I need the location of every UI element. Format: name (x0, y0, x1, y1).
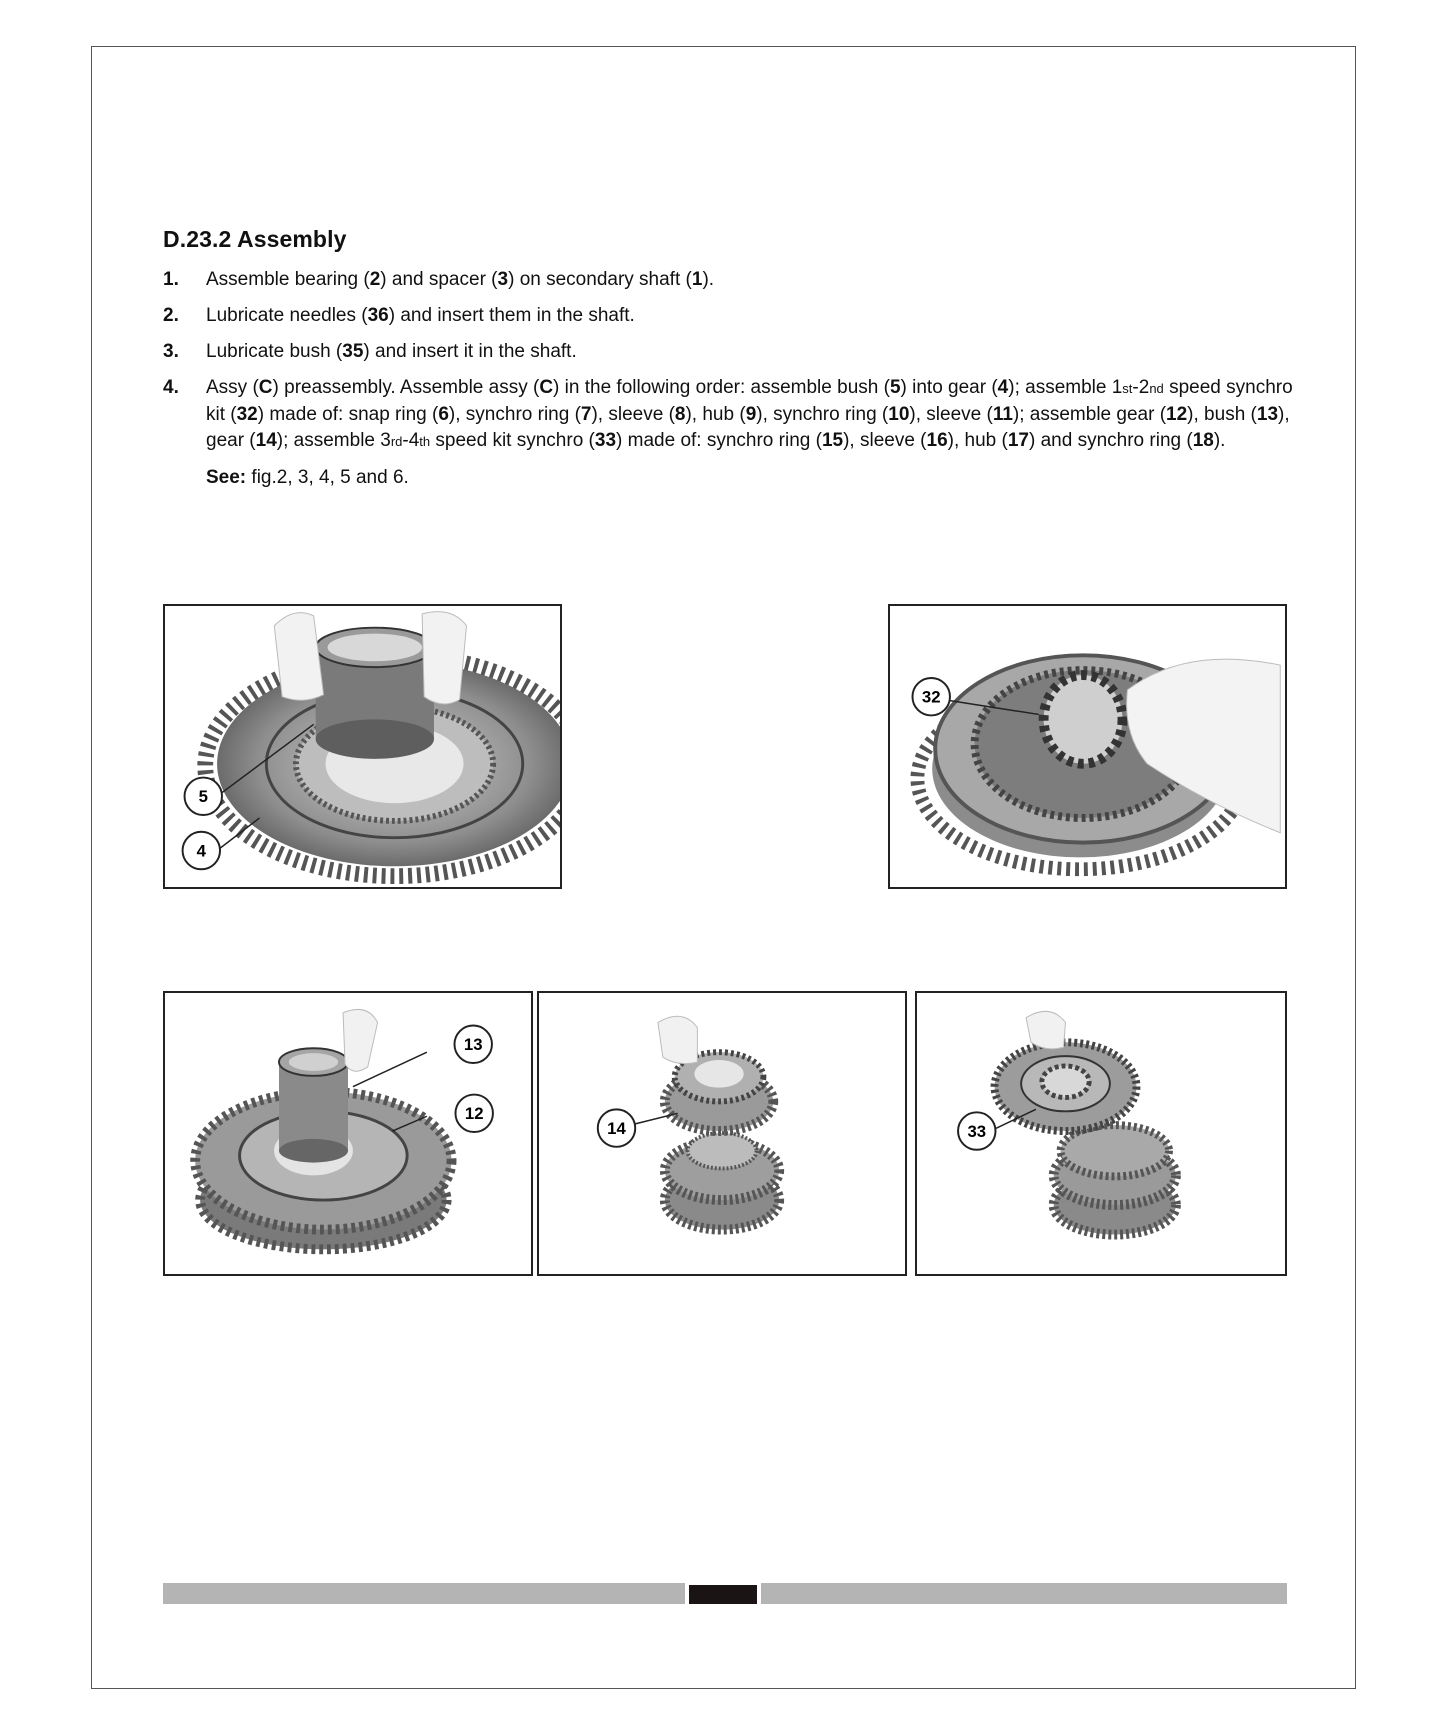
see-reference: See: fig.2, 3, 4, 5 and 6. (206, 467, 409, 488)
callout-layer (890, 606, 1285, 887)
callout-14 (598, 1109, 635, 1146)
step-text: Assemble bearing (2) and spacer (3) on secondary shaft (1). (206, 269, 715, 290)
section-heading: D.23.2 Assembly (163, 226, 347, 252)
callout-layer (917, 993, 1285, 1274)
step-item (163, 303, 1293, 329)
callout-12 (455, 1095, 492, 1132)
step-item (163, 339, 1293, 365)
step-text: Lubricate bush (35) and insert it in the shaft. (206, 341, 577, 362)
svg-text:33: 33 (967, 1121, 987, 1141)
footer-bar-left (163, 1583, 685, 1604)
svg-text:12: 12 (464, 1104, 484, 1124)
figure-gear-14 (537, 991, 907, 1276)
footer-bar-right (761, 1583, 1287, 1604)
step-text: Assy (C) preassembly. Assemble assy (C) in the following order: assemble bush (5) into gear (4); assemble 1st-2nd speed synchro kit (32) made of: snap ring (6), synchro ring (7), sleeve (8), hub (9), synchro ring (10), sleeve (11); assemble gear (12), bush (13), gear (14); assemble 3rd-4th speed kit synchro (33) made of: synchro ring (15), sleeve (16), hub (17) and synchro ring (18). (206, 377, 1293, 451)
callout-5 (185, 778, 222, 815)
assembly-steps (163, 267, 1293, 501)
callout-layer (165, 606, 560, 887)
callout-4 (183, 832, 220, 869)
step-number: 2. (163, 305, 179, 326)
footer-page-marker (689, 1585, 757, 1604)
figure-bush-gear (163, 604, 562, 889)
svg-text:5: 5 (198, 787, 208, 807)
step-item (163, 375, 1293, 491)
callout-32 (912, 678, 949, 715)
svg-text:4: 4 (196, 841, 206, 861)
figure-gear-bush-13 (163, 991, 533, 1276)
step-number: 3. (163, 341, 179, 362)
step-number: 1. (163, 269, 179, 290)
step-item (163, 267, 1293, 293)
callout-layer (165, 993, 531, 1274)
svg-text:13: 13 (463, 1035, 483, 1055)
svg-text:14: 14 (607, 1118, 626, 1138)
svg-text:32: 32 (921, 687, 941, 707)
figure-synchro-33 (915, 991, 1287, 1276)
callout-layer (539, 993, 905, 1274)
callout-13 (454, 1026, 491, 1063)
step-number: 4. (163, 377, 179, 398)
step-text: Lubricate needles (36) and insert them in the shaft. (206, 305, 635, 326)
callout-33 (958, 1112, 995, 1149)
figure-synchro-kit (888, 604, 1287, 889)
